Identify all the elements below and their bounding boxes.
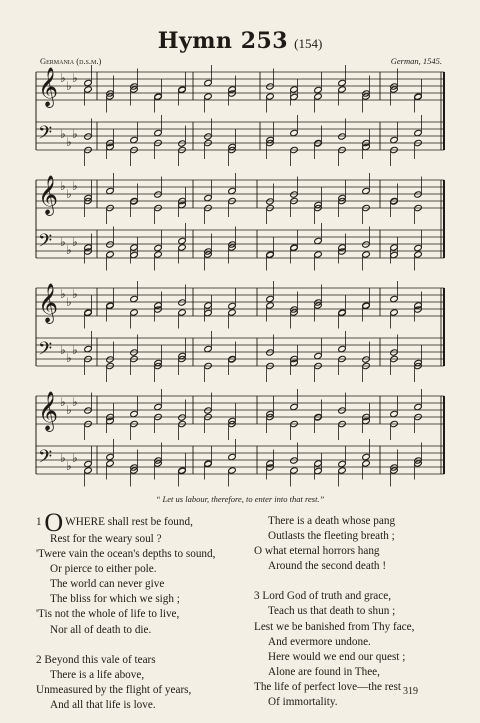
note-head: [362, 302, 371, 309]
note-head: [390, 295, 399, 302]
verse-1-dropcap: O: [44, 508, 64, 537]
flat-icon: ♭: [72, 451, 78, 465]
note-head: [338, 467, 347, 474]
note-head: [390, 244, 399, 251]
note-head: [130, 349, 139, 356]
bass-clef-icon: 𝄢: [38, 447, 53, 472]
bass-clef-icon: 𝄢: [38, 231, 53, 256]
flat-icon: ♭: [66, 79, 72, 93]
note-head: [130, 251, 139, 258]
verse-line: Outlasts the fleeting breath ;: [268, 530, 395, 543]
hymn-title-text: Hymn 253: [157, 28, 289, 54]
verse-line: Of immortality.: [268, 696, 338, 709]
note-head: [106, 460, 115, 467]
hymn-alt-number: (154): [294, 36, 323, 51]
note-head: [106, 251, 115, 258]
note-head: [228, 467, 237, 474]
note-head: [362, 460, 371, 467]
note-head: [84, 345, 93, 352]
note-head: [106, 302, 115, 309]
flat-icon: ♭: [72, 71, 78, 85]
note-head: [84, 407, 93, 414]
note-head: [266, 295, 275, 302]
flat-icon: ♭: [66, 351, 72, 365]
note-head: [84, 86, 93, 93]
note-head: [362, 453, 371, 460]
note-head: [362, 251, 371, 258]
bass-clef-icon: 𝄢: [38, 123, 53, 148]
verse-2-number: 2: [36, 653, 42, 666]
verse-line: And all that life is love.: [50, 698, 156, 711]
note-head: [290, 93, 299, 100]
flat-icon: ♭: [60, 451, 66, 465]
note-head: [178, 309, 187, 316]
verse-line: Nor all of death to die.: [50, 623, 152, 636]
note-head: [314, 467, 323, 474]
note-head: [84, 309, 93, 316]
note-head: [178, 467, 187, 474]
note-head: [106, 453, 115, 460]
note-head: [290, 467, 299, 474]
note-head: [178, 140, 187, 147]
note-head: [130, 244, 139, 251]
note-head: [228, 187, 237, 194]
note-head: [266, 251, 275, 258]
note-head: [204, 194, 213, 201]
flat-icon: ♭: [66, 459, 72, 473]
verse-2-line-1: 2 Beyond this vale of tears: [36, 653, 156, 666]
flat-icon: ♭: [72, 235, 78, 249]
note-head: [154, 403, 163, 410]
flat-icon: ♭: [66, 295, 72, 309]
note-head: [84, 79, 93, 86]
note-head: [414, 191, 423, 198]
note-head: [414, 93, 423, 100]
note-head: [290, 129, 299, 136]
treble-clef-icon: 𝄞: [38, 67, 59, 107]
note-head: [290, 403, 299, 410]
verse-line: 'Tis not the whole of life to live,: [36, 608, 180, 621]
note-head: [178, 237, 187, 244]
note-head: [314, 352, 323, 359]
verse-line: O what eternal horrors hang: [254, 545, 380, 558]
note-head: [390, 136, 399, 143]
note-head: [338, 309, 347, 316]
tune-name: Germania (d.s.m.): [40, 56, 102, 66]
note-head: [204, 79, 213, 86]
flat-icon: ♭: [60, 179, 66, 193]
note-head: [178, 86, 187, 93]
note-head: [84, 467, 93, 474]
note-head: [314, 86, 323, 93]
note-head: [290, 244, 299, 251]
treble-clef-icon: 𝄞: [38, 283, 59, 323]
note-head: [414, 251, 423, 258]
note-head: [290, 86, 299, 93]
note-head: [204, 93, 213, 100]
note-head: [204, 460, 213, 467]
flat-icon: ♭: [60, 395, 66, 409]
flat-icon: ♭: [60, 287, 66, 301]
note-head: [362, 241, 371, 248]
note-head: [130, 136, 139, 143]
flat-icon: ♭: [66, 135, 72, 149]
note-head: [154, 129, 163, 136]
note-head: [228, 453, 237, 460]
note-head: [338, 79, 347, 86]
verse-line: There is a life above,: [50, 668, 145, 681]
verse-line: Unmeasured by the flight of years,: [36, 683, 192, 696]
note-head: [266, 302, 275, 309]
flat-icon: ♭: [60, 343, 66, 357]
verse-line: And evermore undone.: [268, 635, 371, 648]
note-head: [390, 251, 399, 258]
flat-icon: ♭: [60, 127, 66, 141]
verse-3-number: 3: [254, 590, 260, 603]
note-head: [390, 349, 399, 356]
note-head: [154, 251, 163, 258]
verse-line: Around the second death !: [268, 560, 387, 573]
composer-credit: German, 1545.: [390, 56, 442, 66]
flat-icon: ♭: [66, 403, 72, 417]
page-number: 319: [403, 686, 418, 697]
note-head: [314, 251, 323, 258]
verse-line: Alone are found in Thee,: [268, 665, 380, 678]
verse-line: Or pierce to either pole.: [50, 563, 157, 576]
note-head: [84, 133, 93, 140]
note-head: [130, 295, 139, 302]
note-head: [266, 93, 275, 100]
note-head: [266, 198, 275, 205]
note-head: [362, 356, 371, 363]
note-head: [314, 460, 323, 467]
verse-line: Rest for the weary soul ?: [50, 533, 162, 545]
note-head: [130, 309, 139, 316]
note-head: [338, 407, 347, 414]
verse-line: 'Twere vain the ocean's depths to sound,: [36, 548, 216, 561]
flat-icon: ♭: [66, 187, 72, 201]
flat-icon: ♭: [60, 235, 66, 249]
note-head: [314, 93, 323, 100]
note-head: [130, 410, 139, 417]
scripture-quote: “ Let us labour, therefore, to enter into that rest.”: [155, 494, 325, 504]
note-head: [290, 457, 299, 464]
flat-icon: ♭: [66, 243, 72, 257]
note-head: [178, 244, 187, 251]
note-head: [414, 129, 423, 136]
note-head: [362, 187, 371, 194]
note-head: [106, 356, 115, 363]
verse-line: Lest we be banished from Thy face,: [254, 620, 415, 633]
verse-line: The world can never give: [50, 578, 165, 591]
note-head: [338, 86, 347, 93]
note-head: [414, 244, 423, 251]
verse-line: There is a death whose pang: [268, 515, 396, 527]
note-head: [338, 133, 347, 140]
note-head: [84, 460, 93, 467]
note-head: [204, 345, 213, 352]
verse-line: The bliss for which we sigh ;: [50, 593, 180, 606]
note-head: [338, 345, 347, 352]
note-head: [314, 237, 323, 244]
note-head: [154, 244, 163, 251]
note-head: [204, 309, 213, 316]
note-head: [290, 191, 299, 198]
note-head: [204, 407, 213, 414]
note-head: [228, 302, 237, 309]
flat-icon: ♭: [72, 179, 78, 193]
verse-1-number: 1: [36, 516, 42, 528]
verses-right-column: [254, 514, 454, 710]
note-head: [154, 191, 163, 198]
note-head: [106, 187, 115, 194]
note-head: [178, 299, 187, 306]
verses-left-column: [36, 508, 246, 713]
note-head: [204, 302, 213, 309]
bass-clef-icon: 𝄢: [38, 339, 53, 364]
flat-icon: ♭: [72, 343, 78, 357]
flat-icon: ♭: [72, 127, 78, 141]
note-head: [178, 414, 187, 421]
note-head: [390, 309, 399, 316]
flat-icon: ♭: [72, 395, 78, 409]
treble-clef-icon: 𝄞: [38, 391, 59, 431]
flat-icon: ♭: [60, 71, 66, 85]
verse-3-line-1: 3 Lord God of truth and grace,: [254, 590, 392, 603]
flat-icon: ♭: [72, 287, 78, 301]
note-head: [414, 403, 423, 410]
note-head: [106, 241, 115, 248]
verse-line: Here would we end our quest ;: [268, 650, 406, 663]
note-head: [338, 460, 347, 467]
note-head: [390, 410, 399, 417]
note-head: [266, 83, 275, 90]
treble-clef-icon: 𝄞: [38, 175, 59, 215]
note-head: [154, 93, 163, 100]
verse-line: The life of perfect love—the rest: [254, 680, 401, 693]
note-head: [266, 349, 275, 356]
verse-line: Teach us that death to shun ;: [268, 605, 396, 618]
note-head: [228, 309, 237, 316]
note-head: [204, 133, 213, 140]
verse-1-line-1: 1 O WHERE shall rest be found,: [36, 508, 193, 537]
